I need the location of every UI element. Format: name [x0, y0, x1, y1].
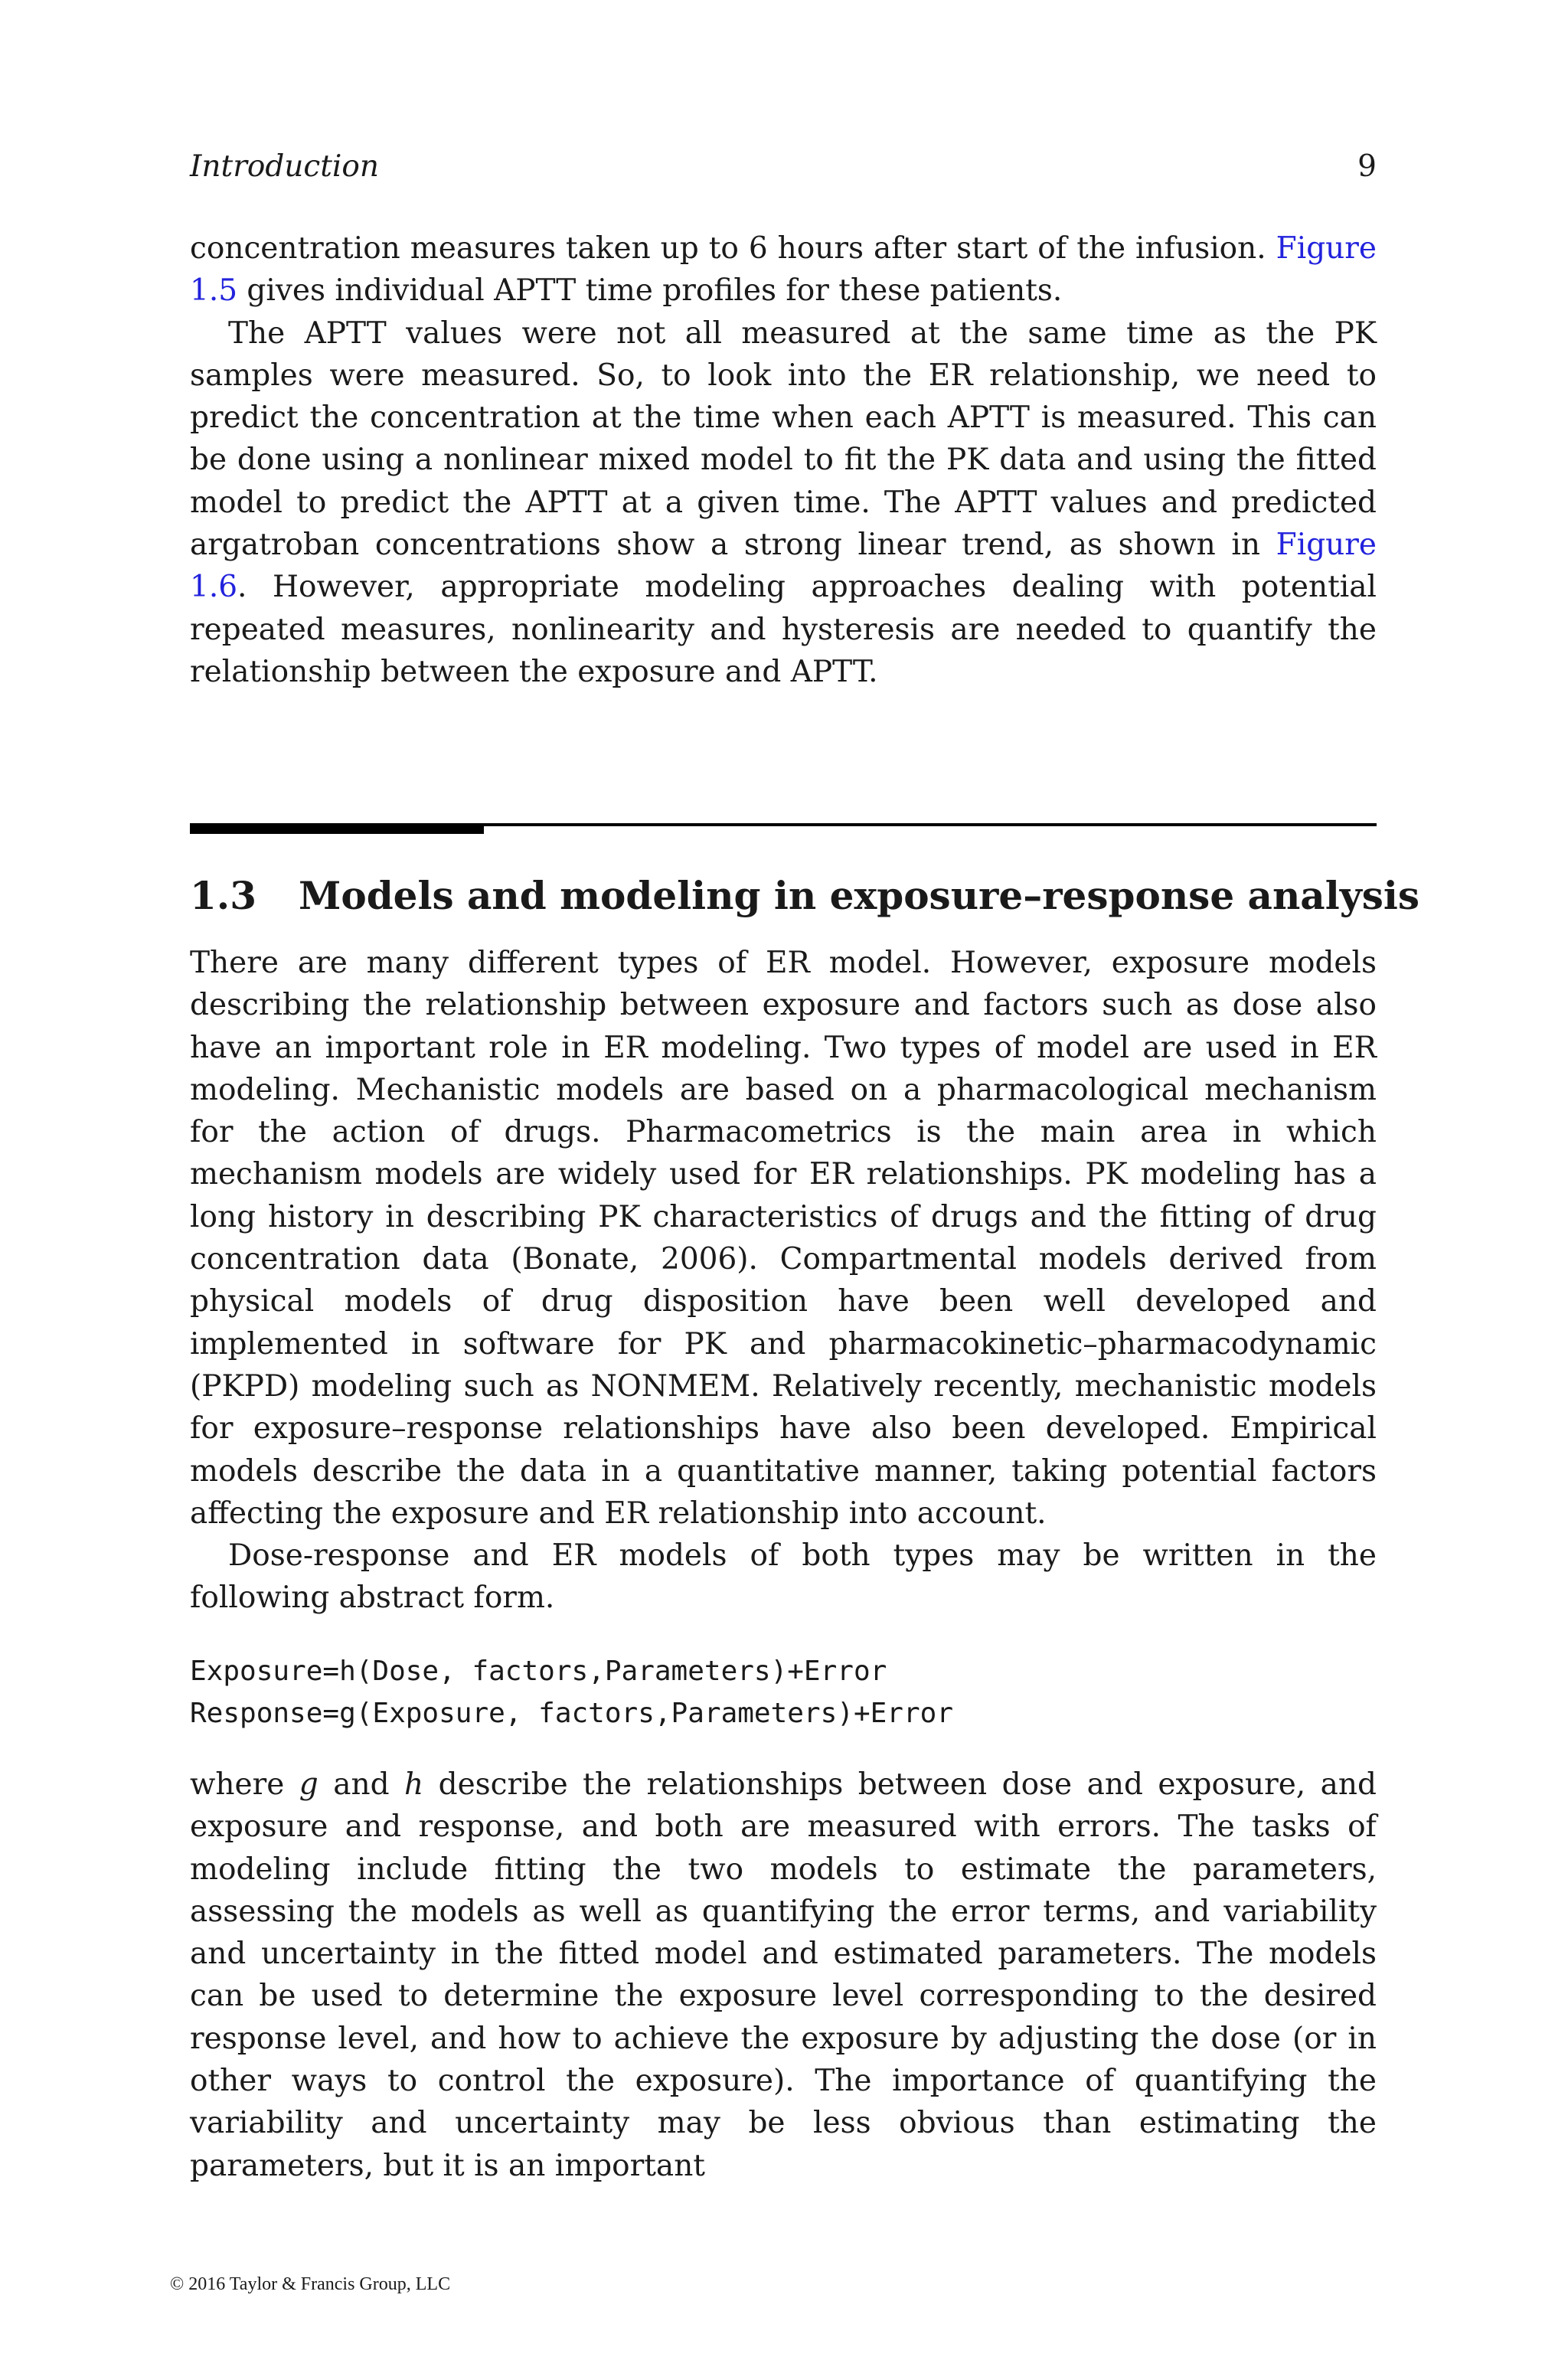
code-block: [190, 1650, 1377, 1734]
page-number: 9: [1357, 149, 1377, 184]
paragraph: There are many different types of ER model. However, exposure models describing the relationship between exposure and factors such as dose also have an important role in ER modeling. Two types of model are used in ER modeling. Mechanistic models are based on a pharmacological mechanism for the action of drugs. Pharmacometrics is the main area in which mechanism models are widely used for ER relationships. PK modeling has a long history in describing PK characteristics of drugs and the fitting of drug concentration data (Bonate, 2006). Compartmental models derived from physical models of drug disposition have been well developed and implemented in software for PK and pharmacokinetic–pharmacodynamic (PKPD) modeling such as NONMEM. Relatively recently, mechanistic models for exposure–response relationships have also been developed. Empirical models describe the data in a quantitative manner, taking potential factors affecting the exposure and ER relationship into account.: [190, 946, 1377, 1531]
code-line: Exposure=h(Dose, factors,Parameters)+Error: [190, 1656, 887, 1687]
code-line: Response=g(Exposure, factors,Parameters)+Error: [190, 1698, 953, 1729]
figure-link[interactable]: Figure 1.6: [190, 528, 1377, 605]
chapter-title: Introduction: [190, 149, 379, 184]
figure-link[interactable]: Figure 1.5: [190, 231, 1377, 309]
math-g: g: [299, 1767, 318, 1802]
paragraph: where g and h describe the relationships between dose and exposure, and exposure and response, and both are measured with errors. The tasks of modeling include fitting the two models to estimate the parameters, assessing the models as well as quantifying the error terms, and variability and uncertainty in the fitted model and estimated parameters. The models can be used to determine the exposure level corresponding to the desired response level, and how to achieve the exposure by adjusting the dose (or in other ways to control the exposure). The importance of quantifying the variability and uncertainty may be less obvious than estimating the parameters, but it is an important: [190, 1767, 1377, 2183]
paragraph: concentration measures taken up to 6 hours after start of the infusion. Figure 1.5 gives individual APTT time profiles for these patients.: [190, 231, 1377, 309]
section-heading: [190, 869, 1420, 923]
section-number: 1.3: [190, 873, 256, 918]
rule-thick: [190, 823, 484, 834]
section-rule: [190, 823, 1377, 838]
section-body: [190, 942, 1377, 1620]
running-head: [190, 144, 1377, 190]
section-title: Models and modeling in exposure–response analysis: [299, 873, 1420, 918]
paragraph: The APTT values were not all measured at the same time as the PK samples were measured. So, to look into the ER relationship, we need to predict the concentration at the time when each APTT is measured. This can be done using a nonlinear mixed model to fit the PK data and using the fitted model to predict the APTT at a given time. The APTT values and predicted argatroban concentrations show a strong linear trend, as shown in Figure 1.6. However, appropriate modeling approaches dealing with potential repeated measures, nonlinearity and hysteresis are needed to quantify the relationship between the exposure and APTT.: [190, 315, 1377, 689]
paragraph: Dose-response and ER models of both types may be written in the following abstract form.: [190, 1538, 1377, 1616]
continuation-text: [190, 227, 1377, 693]
section-body-continued: [190, 1764, 1377, 2187]
copyright-footer: © 2016 Taylor & Francis Group, LLC: [170, 2274, 451, 2294]
math-h: h: [404, 1767, 424, 1802]
